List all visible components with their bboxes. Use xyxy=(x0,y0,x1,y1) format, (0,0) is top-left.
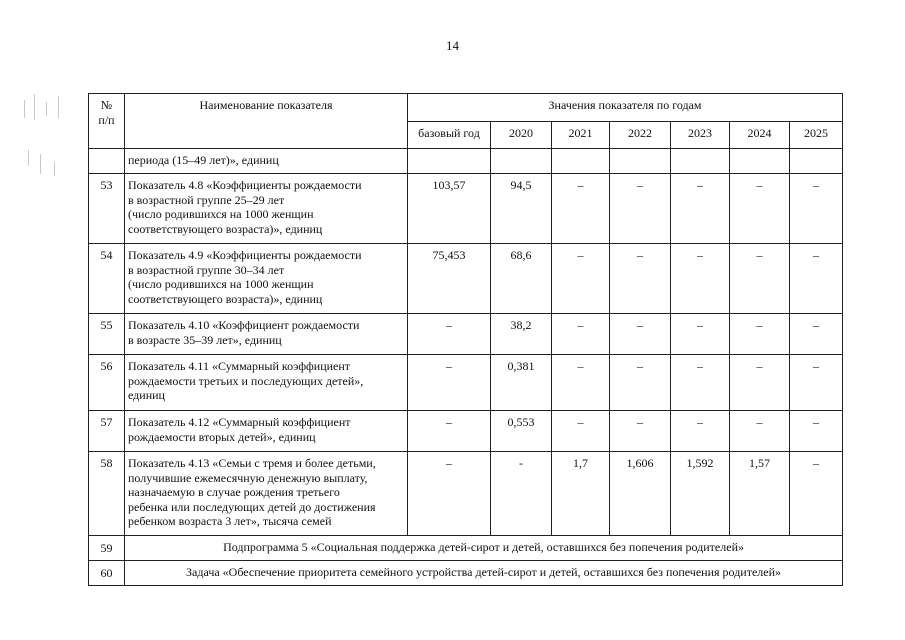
table-row xyxy=(89,174,843,244)
row-number: 53 xyxy=(89,174,125,244)
indicator-value: 0,381 xyxy=(491,355,552,411)
indicator-value xyxy=(671,149,730,174)
indicator-value: – xyxy=(552,355,610,411)
header-year: 2022 xyxy=(610,122,671,149)
page-number: 14 xyxy=(446,38,459,53)
indicator-value: – xyxy=(610,174,671,244)
header-name: Наименование показателя xyxy=(125,94,408,149)
indicator-value: 1,592 xyxy=(671,452,730,536)
indicator-name-line: получившие ежемесячную денежную выплату, xyxy=(128,470,368,485)
header-year: 2024 xyxy=(730,122,790,149)
indicator-value: 1,7 xyxy=(552,452,610,536)
indicator-value: – xyxy=(671,411,730,452)
indicator-name-line: в возрастной группе 25–29 лет xyxy=(128,192,285,207)
indicator-value: – xyxy=(790,244,843,314)
section-row xyxy=(89,561,843,586)
indicator-value: 1,606 xyxy=(610,452,671,536)
indicator-name-line: рождаемости вторых детей», единиц xyxy=(128,429,316,444)
indicator-name-line: в возрасте 35–39 лет», единиц xyxy=(128,332,282,347)
indicator-value: 38,2 xyxy=(491,314,552,355)
indicator-value: 75,453 xyxy=(408,244,491,314)
indicator-value: – xyxy=(671,314,730,355)
indicator-value: 0,553 xyxy=(491,411,552,452)
indicator-value: – xyxy=(408,452,491,536)
indicator-value xyxy=(408,149,491,174)
header-num: № п/п xyxy=(89,94,125,149)
indicator-value: – xyxy=(790,314,843,355)
table-row xyxy=(89,314,843,355)
header-year: 2025 xyxy=(790,122,843,149)
section-title: Подпрограмма 5 «Социальная поддержка детей-сирот и детей, оставшихся без попечения родителей» xyxy=(125,536,843,561)
indicator-value xyxy=(730,149,790,174)
indicator-value: – xyxy=(552,411,610,452)
indicator-name xyxy=(125,452,408,536)
indicator-value: – xyxy=(730,244,790,314)
section-title: Задача «Обеспечение приоритета семейного устройства детей-сирот и детей, оставшихся без попечения родителей» xyxy=(125,561,843,586)
indicator-value: – xyxy=(610,244,671,314)
indicator-name-line: назначаемую в случае рождения третьего xyxy=(128,485,340,499)
indicator-value: – xyxy=(671,174,730,244)
indicator-name-line: единиц xyxy=(128,388,165,402)
header-year: 2020 xyxy=(491,122,552,149)
indicator-name xyxy=(125,244,408,314)
table-row xyxy=(89,149,843,174)
indicator-value: – xyxy=(408,411,491,452)
row-number: 57 xyxy=(89,411,125,452)
indicator-name xyxy=(125,314,408,355)
indicator-value: – xyxy=(408,314,491,355)
header-year: 2023 xyxy=(671,122,730,149)
indicator-name-line: ребенком возраста 3 лет», тысяча семей xyxy=(128,514,332,528)
row-number: 58 xyxy=(89,452,125,536)
indicators-table xyxy=(88,93,843,586)
indicator-name-line: (число родившихся на 1000 женщин xyxy=(128,207,314,221)
row-number: 60 xyxy=(89,561,125,586)
indicator-name xyxy=(125,355,408,411)
indicator-value: – xyxy=(408,355,491,411)
header-values-group: Значения показателя по годам xyxy=(408,94,843,122)
indicator-value: - xyxy=(491,452,552,536)
section-row xyxy=(89,536,843,561)
indicator-value: – xyxy=(610,411,671,452)
row-number xyxy=(89,149,125,174)
table-row xyxy=(89,244,843,314)
scan-artifact xyxy=(20,92,68,202)
header-year: базовый год xyxy=(408,122,491,149)
indicator-value: – xyxy=(552,244,610,314)
indicator-name-line: соответствующего возраста)», единиц xyxy=(128,291,323,306)
table-row xyxy=(89,411,843,452)
indicator-name-line: Показатель 4.13 «Семьи с тремя и более детьми, xyxy=(128,456,376,470)
row-number: 59 xyxy=(89,536,125,561)
indicator-value: – xyxy=(671,244,730,314)
indicator-name-line: Показатель 4.8 «Коэффициенты рождаемости xyxy=(128,178,362,192)
indicator-value: 1,57 xyxy=(730,452,790,536)
indicator-name-line: Показатель 4.9 «Коэффициенты рождаемости xyxy=(128,248,362,262)
table-row xyxy=(89,452,843,536)
indicator-name-line: Показатель 4.10 «Коэффициент рождаемости xyxy=(128,318,360,332)
indicator-value xyxy=(491,149,552,174)
indicator-value xyxy=(552,149,610,174)
indicator-value: – xyxy=(790,355,843,411)
row-number: 54 xyxy=(89,244,125,314)
indicator-value: – xyxy=(790,452,843,536)
indicator-name-line: Показатель 4.11 «Суммарный коэффициент xyxy=(128,359,351,373)
indicator-value: 68,6 xyxy=(491,244,552,314)
row-number: 56 xyxy=(89,355,125,411)
indicator-name-line: Показатель 4.12 «Суммарный коэффициент xyxy=(128,415,351,429)
row-number: 55 xyxy=(89,314,125,355)
indicator-name xyxy=(125,174,408,244)
indicator-value: – xyxy=(610,314,671,355)
indicator-name-line: периода (15–49 лет)», единиц xyxy=(128,153,279,167)
indicator-value: – xyxy=(552,314,610,355)
header-row xyxy=(89,94,843,122)
indicator-name-line: ребенка или последующих детей до достижения xyxy=(128,499,376,514)
indicator-value: – xyxy=(790,411,843,452)
indicator-name-line: рождаемости третьих и последующих детей», xyxy=(128,373,364,388)
indicator-value xyxy=(610,149,671,174)
indicator-value: – xyxy=(790,174,843,244)
indicator-value xyxy=(790,149,843,174)
indicator-value: 94,5 xyxy=(491,174,552,244)
indicator-value: 103,57 xyxy=(408,174,491,244)
indicator-name-line: соответствующего возраста)», единиц xyxy=(128,221,323,236)
indicator-value: – xyxy=(610,355,671,411)
table-row xyxy=(89,355,843,411)
indicator-value: – xyxy=(730,314,790,355)
header-year: 2021 xyxy=(552,122,610,149)
indicator-value: – xyxy=(730,411,790,452)
indicator-name-line: в возрастной группе 30–34 лет xyxy=(128,262,285,277)
indicator-name xyxy=(125,411,408,452)
indicator-value: – xyxy=(730,355,790,411)
indicator-name-line: (число родившихся на 1000 женщин xyxy=(128,277,314,291)
indicator-value: – xyxy=(730,174,790,244)
indicator-name xyxy=(125,149,408,174)
indicator-value: – xyxy=(671,355,730,411)
indicator-value: – xyxy=(552,174,610,244)
